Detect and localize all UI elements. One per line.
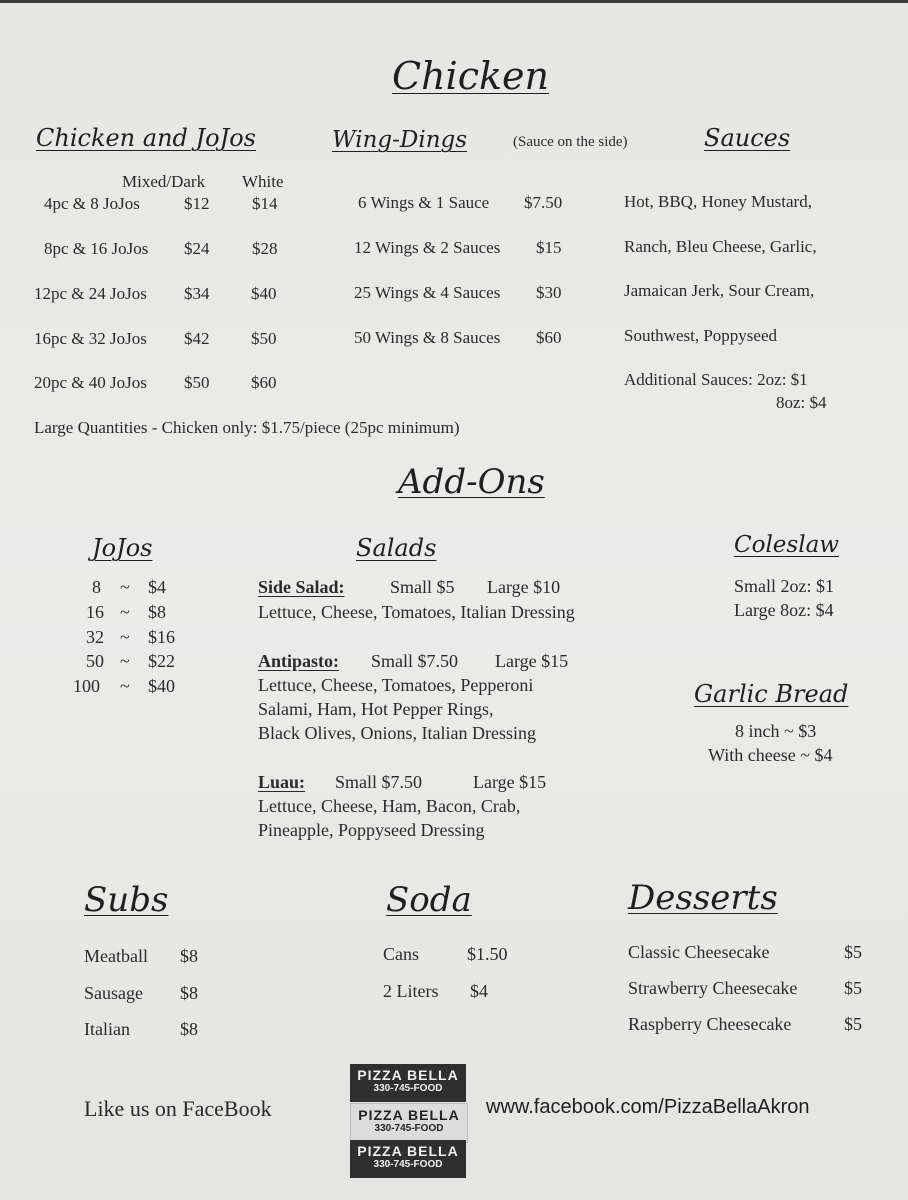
soda-heading: Soda	[386, 880, 472, 920]
coleslaw-heading: Coleslaw	[734, 532, 839, 558]
soda-item: 2 Liters	[383, 981, 439, 1001]
wing-item: 25 Wings & 4 Sauces	[354, 283, 501, 302]
soda-price: $4	[470, 981, 488, 1001]
chicken-price-white: $28	[252, 239, 278, 258]
pizza-bella-logo	[350, 1103, 468, 1143]
garlic-bread-heading: Garlic Bread	[694, 680, 849, 708]
logo-phone: 330-745-FOOD	[373, 1159, 443, 1170]
logo-name: PIZZA BELLA	[358, 1107, 460, 1123]
luau-name: Luau:	[258, 772, 306, 792]
wing-item: 50 Wings & 8 Sauces	[354, 328, 501, 347]
jojos-qty: 8	[92, 577, 101, 597]
jojos-price: $40	[148, 676, 175, 696]
side-salad-small: Small $5	[390, 577, 455, 597]
wing-item: 6 Wings & 1 Sauce	[358, 193, 490, 212]
chicken-price-mixed: $50	[184, 373, 210, 392]
chicken-price-white: $50	[251, 329, 277, 348]
large-quantities-note: Large Quantities - Chicken only: $1.75/piece (25pc minimum)	[34, 418, 460, 437]
additional-sauces: Additional Sauces: 2oz: $1	[624, 370, 808, 389]
chicken-price-mixed: $42	[184, 329, 210, 348]
coleslaw-large: Large 8oz: $4	[734, 600, 834, 620]
jojos-qty: 50	[86, 651, 104, 671]
wing-price: $60	[536, 328, 562, 347]
chicken-item: 12pc & 24 JoJos	[34, 284, 147, 303]
chicken-price-mixed: $24	[184, 239, 210, 258]
pizza-bella-logo	[350, 1064, 466, 1102]
sauce-line: Hot, BBQ, Honey Mustard,	[624, 192, 812, 211]
soda-price: $1.50	[467, 944, 508, 964]
chicken-price-mixed: $12	[184, 194, 210, 213]
side-salad-name: Side Salad:	[258, 577, 345, 597]
chicken-item: 20pc & 40 JoJos	[34, 373, 147, 392]
sub-item: Meatball	[84, 946, 148, 966]
wing-price: $30	[536, 283, 562, 302]
luau-large: Large $15	[473, 772, 547, 792]
garlic-bread-plain: 8 inch ~ $3	[735, 721, 817, 741]
dessert-price: $5	[844, 1014, 862, 1034]
logo-phone: 330-745-FOOD	[374, 1123, 444, 1134]
chicken-item: 4pc & 8 JoJos	[44, 194, 140, 213]
logo-name: PIZZA BELLA	[357, 1067, 459, 1083]
jojos-price: $8	[148, 602, 166, 622]
antipasto-desc: Lettuce, Cheese, Tomatoes, Pepperoni	[258, 675, 534, 695]
wing-item: 12 Wings & 2 Sauces	[354, 238, 501, 257]
jojos-sep: ~	[120, 676, 130, 696]
sauce-line: Jamaican Jerk, Sour Cream,	[624, 281, 815, 300]
chicken-price-white: $40	[251, 284, 277, 303]
wing-price: $15	[536, 238, 562, 257]
sauce-line: Ranch, Bleu Cheese, Garlic,	[624, 237, 817, 256]
salads-heading: Salads	[356, 534, 437, 562]
garlic-bread-cheese: With cheese ~ $4	[708, 745, 833, 765]
chicken-price-white: $60	[251, 373, 277, 392]
desserts-heading: Desserts	[628, 878, 778, 918]
additional-sauces-8oz: 8oz: $4	[776, 393, 827, 412]
antipasto-desc: Salami, Ham, Hot Pepper Rings,	[258, 699, 494, 719]
luau-small: Small $7.50	[335, 772, 423, 792]
jojos-sep: ~	[120, 627, 130, 647]
antipasto-desc: Black Olives, Onions, Italian Dressing	[258, 723, 536, 743]
col-white-header: White	[242, 172, 284, 191]
facebook-text: Like us on FaceBook	[84, 1096, 272, 1121]
page-title: Chicken	[392, 54, 549, 98]
jojos-sep: ~	[120, 651, 130, 671]
facebook-url[interactable]: www.facebook.com/PizzaBellaAkron	[486, 1096, 810, 1118]
chicken-item: 16pc & 32 JoJos	[34, 329, 147, 348]
sauce-line: Southwest, Poppyseed	[624, 326, 777, 345]
wing-dings-note: (Sauce on the side)	[513, 134, 628, 150]
side-salad-desc: Lettuce, Cheese, Tomatoes, Italian Dressing	[258, 602, 575, 622]
side-salad-large: Large $10	[487, 577, 561, 597]
sub-price: $8	[180, 983, 198, 1003]
dessert-item: Classic Cheesecake	[628, 942, 770, 962]
antipasto-small: Small $7.50	[371, 651, 459, 671]
wing-price: $7.50	[524, 193, 563, 212]
luau-desc: Lettuce, Cheese, Ham, Bacon, Crab,	[258, 796, 521, 816]
logo-phone: 330-745-FOOD	[373, 1083, 443, 1094]
soda-item: Cans	[383, 944, 419, 964]
wing-dings-heading: Wing-Dings	[332, 127, 468, 153]
chicken-jojos-heading: Chicken and JoJos	[36, 124, 256, 152]
chicken-price-white: $14	[252, 194, 278, 213]
jojos-price: $22	[148, 651, 175, 671]
sauces-heading: Sauces	[704, 124, 791, 152]
dessert-item: Strawberry Cheesecake	[628, 978, 798, 998]
antipasto-large: Large $15	[495, 651, 569, 671]
dessert-price: $5	[844, 978, 862, 998]
antipasto-name: Antipasto:	[258, 651, 340, 671]
sub-item: Italian	[84, 1019, 130, 1039]
subs-heading: Subs	[84, 880, 169, 920]
jojos-heading: JoJos	[92, 534, 153, 562]
jojos-sep: ~	[120, 602, 130, 622]
jojos-qty: 16	[86, 602, 104, 622]
dessert-item: Raspberry Cheesecake	[628, 1014, 792, 1034]
sub-price: $8	[180, 1019, 198, 1039]
jojos-qty: 32	[86, 627, 104, 647]
chicken-item: 8pc & 16 JoJos	[44, 239, 149, 258]
jojos-sep: ~	[120, 577, 130, 597]
pizza-bella-logo	[350, 1140, 466, 1178]
dessert-price: $5	[844, 942, 862, 962]
sub-item: Sausage	[84, 983, 143, 1003]
logo-name: PIZZA BELLA	[357, 1143, 459, 1159]
luau-desc: Pineapple, Poppyseed Dressing	[258, 820, 485, 840]
jojos-price: $16	[148, 627, 175, 647]
sub-price: $8	[180, 946, 198, 966]
jojos-qty: 100	[73, 676, 100, 696]
col-mixed-header: Mixed/Dark	[122, 172, 206, 191]
chicken-price-mixed: $34	[184, 284, 210, 303]
addons-title: Add-Ons	[398, 462, 545, 502]
top-edge-line	[0, 0, 908, 3]
jojos-price: $4	[148, 577, 166, 597]
coleslaw-small: Small 2oz: $1	[734, 576, 834, 596]
